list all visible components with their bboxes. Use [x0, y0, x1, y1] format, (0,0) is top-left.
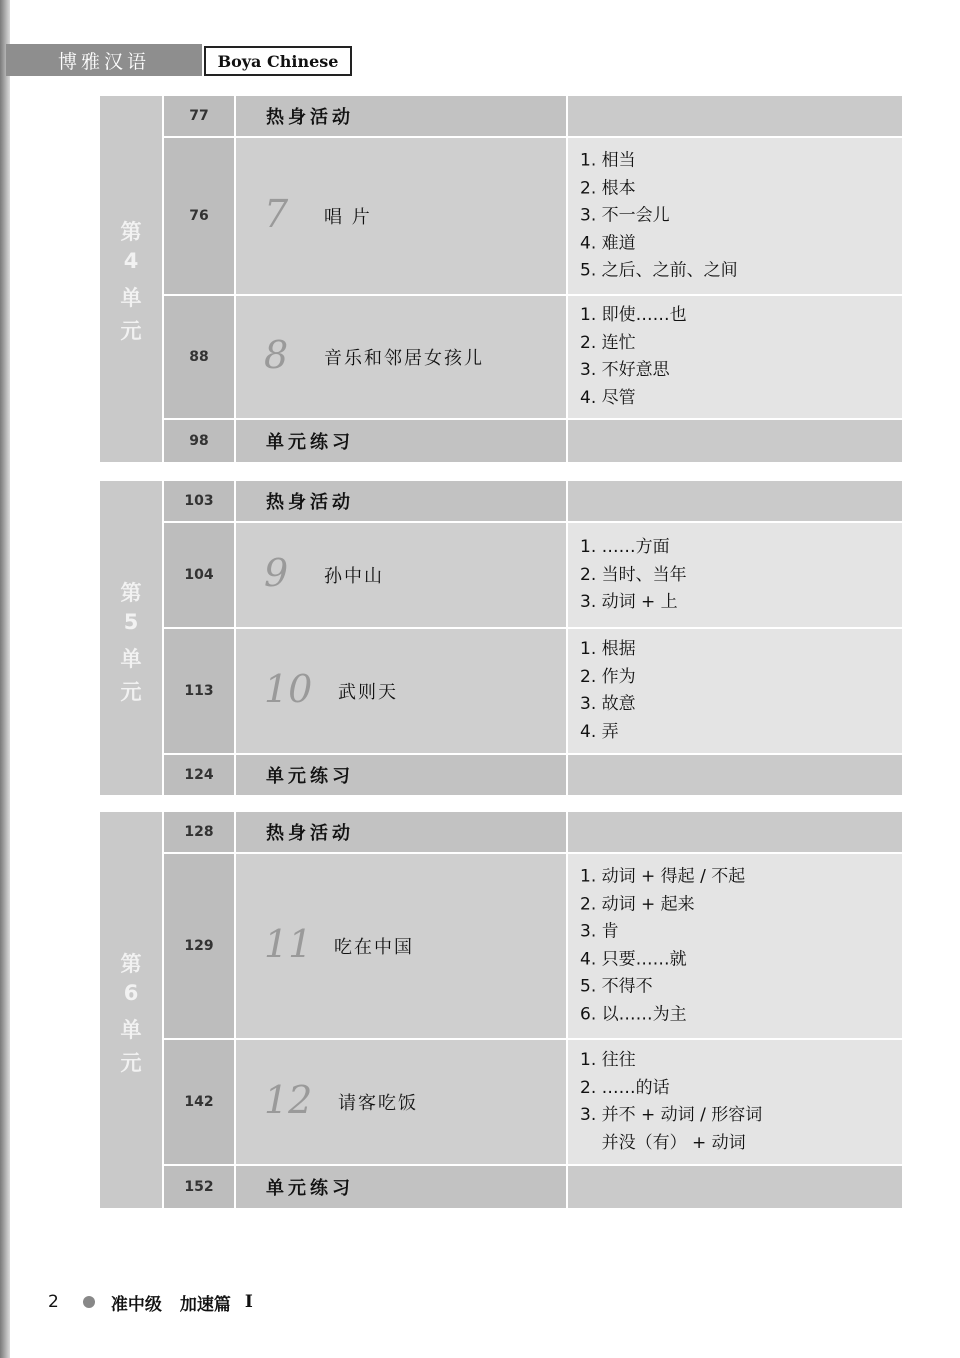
- grammar-list: [580, 147, 738, 285]
- lesson-number: 7: [264, 191, 289, 236]
- grammar-item: 1. 相当: [580, 150, 636, 171]
- grammar-item: 2. 连忙: [580, 332, 636, 353]
- lesson-title: 唱 片: [324, 207, 372, 228]
- page-number: 104: [164, 523, 234, 627]
- grammar-item: 4. 难道: [580, 232, 636, 253]
- toc-row[interactable]: [164, 523, 902, 627]
- lesson-title-cell: [236, 1040, 566, 1164]
- grammar-cell: [568, 629, 902, 753]
- section-title-cell: [236, 1166, 566, 1208]
- page-number: 76: [164, 138, 234, 294]
- grammar-cell: [568, 854, 902, 1038]
- lesson-title-cell: [236, 523, 566, 627]
- page-number: 103: [164, 481, 234, 521]
- toc-row[interactable]: [164, 138, 902, 294]
- unit-label-char: 元: [120, 680, 142, 704]
- grammar-item: 2. 根本: [580, 177, 636, 198]
- grammar-item: 4. 弄: [580, 721, 619, 742]
- unit-5: [100, 481, 902, 795]
- grammar-item: 3. 不好意思: [580, 360, 670, 380]
- grammar-cell: [568, 755, 902, 795]
- section-title: 单元练习: [266, 432, 354, 453]
- running-header: [6, 44, 350, 76]
- grammar-cell: [568, 138, 902, 294]
- section-title: 热身活动: [266, 492, 354, 513]
- toc-row[interactable]: [164, 1040, 902, 1164]
- unit-label-char: 单: [120, 647, 142, 671]
- toc-row[interactable]: [164, 854, 902, 1038]
- grammar-item: 3. 故意: [580, 694, 636, 714]
- unit-label-char: 6: [123, 981, 139, 1005]
- unit-label-char: 第: [120, 952, 142, 976]
- grammar-item: 2. 作为: [580, 666, 636, 687]
- lesson-number: 9: [264, 550, 289, 595]
- unit-label: [100, 812, 162, 1208]
- lesson-number: 10: [264, 666, 313, 711]
- lesson-title-cell: [236, 138, 566, 294]
- grammar-item: 1. 即使……也: [580, 305, 687, 325]
- section-title-cell: [236, 755, 566, 795]
- page-number: 124: [164, 755, 234, 795]
- unit-label-char: 单: [120, 1018, 142, 1042]
- grammar-list: [580, 302, 687, 412]
- page-edge-shadow: [0, 0, 10, 1358]
- section-title-cell: [236, 812, 566, 852]
- grammar-item: 3. 不一会儿: [580, 205, 670, 226]
- section-title-cell: [236, 420, 566, 462]
- grammar-cell: [568, 812, 902, 852]
- grammar-item: 3. 动词 + 上: [580, 591, 678, 612]
- unit-label-char: 第: [120, 220, 142, 244]
- page-number: 142: [164, 1040, 234, 1164]
- grammar-list: [580, 864, 745, 1029]
- section-title: 热身活动: [266, 823, 354, 844]
- page-number: 77: [164, 96, 234, 136]
- unit-4: [100, 96, 902, 462]
- lesson-title-cell: [236, 629, 566, 753]
- bullet-dot-icon: [83, 1296, 95, 1308]
- page-number: 128: [164, 812, 234, 852]
- toc-row[interactable]: [164, 296, 902, 418]
- unit-label-char: 第: [120, 581, 142, 605]
- grammar-cell: [568, 523, 902, 627]
- lesson-title-cell: [236, 296, 566, 418]
- toc-row[interactable]: [164, 755, 902, 795]
- section-title: 热身活动: [266, 107, 354, 128]
- grammar-item: 4. 只要……就: [580, 949, 687, 969]
- toc-row[interactable]: [164, 629, 902, 753]
- lesson-title: 武则天: [338, 682, 398, 703]
- lesson-number: 8: [264, 332, 289, 377]
- grammar-cell: [568, 96, 902, 136]
- grammar-item: 并没（有） + 动词: [580, 1132, 746, 1153]
- grammar-item: 6. 以……为主: [580, 1004, 687, 1024]
- grammar-item: 2. ……的话: [580, 1077, 670, 1098]
- lesson-title: 孙中山: [324, 566, 384, 587]
- grammar-cell: [568, 1166, 902, 1208]
- grammar-cell: [568, 296, 902, 418]
- page-number: 113: [164, 629, 234, 753]
- grammar-list: [580, 636, 636, 746]
- toc-row[interactable]: [164, 812, 902, 852]
- lesson-title-cell: [236, 854, 566, 1038]
- lesson-number: 11: [264, 921, 313, 966]
- grammar-item: 3. 肯: [580, 921, 619, 942]
- grammar-cell: [568, 1040, 902, 1164]
- footer-volume: I: [244, 1292, 253, 1312]
- page-number: 129: [164, 854, 234, 1038]
- section-title-cell: [236, 96, 566, 136]
- page-footer: [48, 1290, 253, 1314]
- footer-page-number: 2: [48, 1292, 59, 1312]
- unit-label-char: 单: [120, 286, 142, 310]
- unit-6: [100, 812, 902, 1208]
- lesson-title: 请客吃饭: [338, 1093, 418, 1114]
- grammar-item: 1. 根据: [580, 639, 636, 659]
- grammar-cell: [568, 420, 902, 462]
- grammar-list: [580, 534, 687, 617]
- grammar-item: 5. 不得不: [580, 976, 653, 997]
- series-title-en: Boya Chinese: [204, 46, 352, 76]
- unit-label-char: 元: [120, 1051, 142, 1075]
- lesson-number: 12: [264, 1077, 313, 1122]
- toc-row[interactable]: [164, 481, 902, 521]
- lesson-title: 音乐和邻居女孩儿: [324, 348, 484, 369]
- unit-label: [100, 96, 162, 462]
- grammar-item: 5. 之后、之前、之间: [580, 260, 738, 281]
- section-title: 单元练习: [266, 1178, 354, 1199]
- footer-book: 加速篇: [179, 1294, 231, 1315]
- grammar-item: 2. 当时、当年: [580, 564, 687, 585]
- unit-label-char: 元: [120, 319, 142, 343]
- footer-level: 准中级: [110, 1294, 162, 1315]
- lesson-title: 吃在中国: [334, 937, 414, 958]
- unit-label: [100, 481, 162, 795]
- grammar-item: 2. 动词 + 起来: [580, 894, 695, 914]
- unit-label-char: 4: [123, 249, 139, 273]
- toc-row[interactable]: [164, 420, 902, 462]
- unit-label-char: 5: [123, 610, 139, 634]
- page-number: 152: [164, 1166, 234, 1208]
- grammar-item: 1. ……方面: [580, 536, 670, 557]
- grammar-item: 1. 动词 + 得起 / 不起: [580, 866, 746, 887]
- grammar-cell: [568, 481, 902, 521]
- grammar-item: 3. 并不 + 动词 / 形容词: [580, 1105, 763, 1125]
- page-number: 98: [164, 420, 234, 462]
- section-title-cell: [236, 481, 566, 521]
- toc-row[interactable]: [164, 1166, 902, 1208]
- grammar-item: 4. 尽管: [580, 387, 636, 408]
- page-number: 88: [164, 296, 234, 418]
- grammar-list: [580, 1047, 762, 1157]
- grammar-item: 1. 往往: [580, 1050, 636, 1070]
- section-title: 单元练习: [266, 766, 354, 787]
- series-title-cn: 博雅汉语: [6, 44, 202, 76]
- toc-row[interactable]: [164, 96, 902, 136]
